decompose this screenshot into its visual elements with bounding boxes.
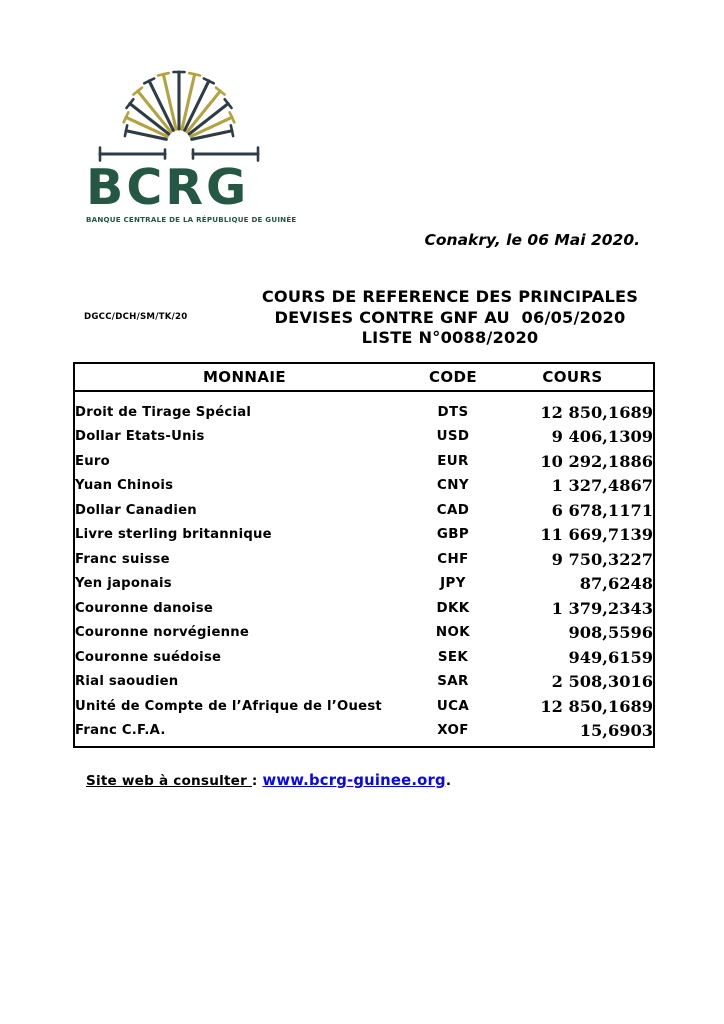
currency-rate-cell: 12 850,1689 bbox=[540, 696, 653, 716]
website-link[interactable]: www.bcrg-guinee.org bbox=[262, 772, 446, 789]
currency-name-cell: Livre sterling britannique bbox=[75, 527, 272, 543]
currency-code-cell: SAR bbox=[437, 674, 469, 690]
column-header-currency: MONNAIE bbox=[74, 363, 414, 391]
rates-table bbox=[73, 362, 655, 748]
currency-code-cell: CNY bbox=[437, 478, 469, 494]
table-row bbox=[74, 391, 654, 425]
currency-code-cell: CAD bbox=[436, 502, 470, 518]
currency-rate-cell: 949,6159 bbox=[568, 647, 653, 667]
table-row bbox=[74, 572, 654, 597]
column-header-rate: COURS bbox=[492, 363, 654, 391]
currency-code-cell: NOK bbox=[435, 625, 471, 641]
currency-rate-cell: 10 292,1886 bbox=[540, 451, 653, 471]
currency-code-cell: DKK bbox=[436, 600, 470, 616]
currency-code-cell: DTS bbox=[437, 404, 469, 420]
currency-code-cell: USD bbox=[436, 429, 470, 445]
currency-rate-cell: 87,6248 bbox=[579, 574, 653, 594]
table-row bbox=[74, 719, 654, 748]
currency-name-cell: Unité de Compte de l’Afrique de l’Ouest bbox=[75, 698, 382, 714]
currency-name-cell: Couronne suédoise bbox=[75, 649, 222, 665]
footer bbox=[86, 772, 451, 789]
table-row bbox=[74, 547, 654, 572]
table-header-row bbox=[74, 363, 654, 391]
table-row bbox=[74, 425, 654, 450]
currency-code-cell: CHF bbox=[437, 551, 469, 567]
currency-code-cell: XOF bbox=[437, 723, 469, 739]
currency-name-cell: Couronne danoise bbox=[75, 600, 214, 616]
currency-rate-cell: 2 508,3016 bbox=[551, 672, 653, 692]
table-row bbox=[74, 498, 654, 523]
document-reference: DGCC/DCH/SM/TK/20 bbox=[84, 312, 188, 322]
table-row bbox=[74, 694, 654, 719]
logo-acronym: BCRG bbox=[86, 159, 250, 216]
currency-rate-cell: 9 750,3227 bbox=[551, 549, 653, 569]
website-suffix: . bbox=[445, 773, 452, 789]
table-row bbox=[74, 645, 654, 670]
currency-name-cell: Franc suisse bbox=[75, 551, 170, 567]
document-title bbox=[235, 287, 665, 349]
table-row bbox=[74, 596, 654, 621]
table-row bbox=[74, 449, 654, 474]
currency-name-cell: Euro bbox=[75, 453, 110, 469]
currency-rate-cell: 15,6903 bbox=[579, 721, 653, 741]
table-row bbox=[74, 670, 654, 695]
currency-rate-cell: 6 678,1171 bbox=[551, 500, 653, 520]
currency-name-cell: Droit de Tirage Spécial bbox=[75, 404, 252, 420]
currency-code-cell: EUR bbox=[437, 453, 469, 469]
currency-code-cell: UCA bbox=[436, 698, 470, 714]
currency-name-cell: Dollar Etats-Unis bbox=[75, 429, 205, 445]
title-line-1: COURS DE REFERENCE DES PRINCIPALES bbox=[261, 287, 639, 306]
logo-tagline: BANQUE CENTRALE DE LA RÉPUBLIQUE DE GUINÉE bbox=[86, 215, 297, 224]
column-header-code: CODE bbox=[414, 363, 492, 391]
title-line-2: DEVISES CONTRE GNF AU 06/05/2020 bbox=[274, 307, 626, 327]
logo-fan-icon bbox=[88, 62, 270, 162]
currency-name-cell: Couronne norvégienne bbox=[75, 625, 250, 641]
currency-rate-cell: 11 669,7139 bbox=[540, 525, 653, 545]
table-row bbox=[74, 523, 654, 548]
website-separator: : bbox=[251, 773, 263, 789]
currency-code-cell: SEK bbox=[437, 649, 469, 665]
table-row bbox=[74, 621, 654, 646]
currency-code-cell: JPY bbox=[440, 576, 466, 592]
currency-rate-cell: 9 406,1309 bbox=[551, 427, 653, 447]
currency-rate-cell: 908,5596 bbox=[568, 623, 653, 643]
currency-code-cell: GBP bbox=[436, 527, 470, 543]
currency-rate-cell: 1 379,2343 bbox=[551, 598, 653, 618]
bcrg-logo bbox=[86, 62, 297, 224]
currency-name-cell: Dollar Canadien bbox=[75, 502, 197, 518]
currency-name-cell: Franc C.F.A. bbox=[75, 723, 166, 739]
currency-rate-cell: 1 327,4867 bbox=[551, 476, 653, 496]
currency-rate-cell: 12 850,1689 bbox=[540, 402, 653, 422]
title-line-3: LISTE N°0088/2020 bbox=[361, 328, 539, 348]
website-label: Site web à consulter bbox=[86, 773, 252, 789]
currency-name-cell: Rial saoudien bbox=[75, 674, 179, 690]
table-row bbox=[74, 474, 654, 499]
currency-name-cell: Yen japonais bbox=[75, 576, 172, 592]
dateline: Conakry, le 06 Mai 2020. bbox=[424, 231, 640, 249]
currency-name-cell: Yuan Chinois bbox=[75, 478, 174, 494]
